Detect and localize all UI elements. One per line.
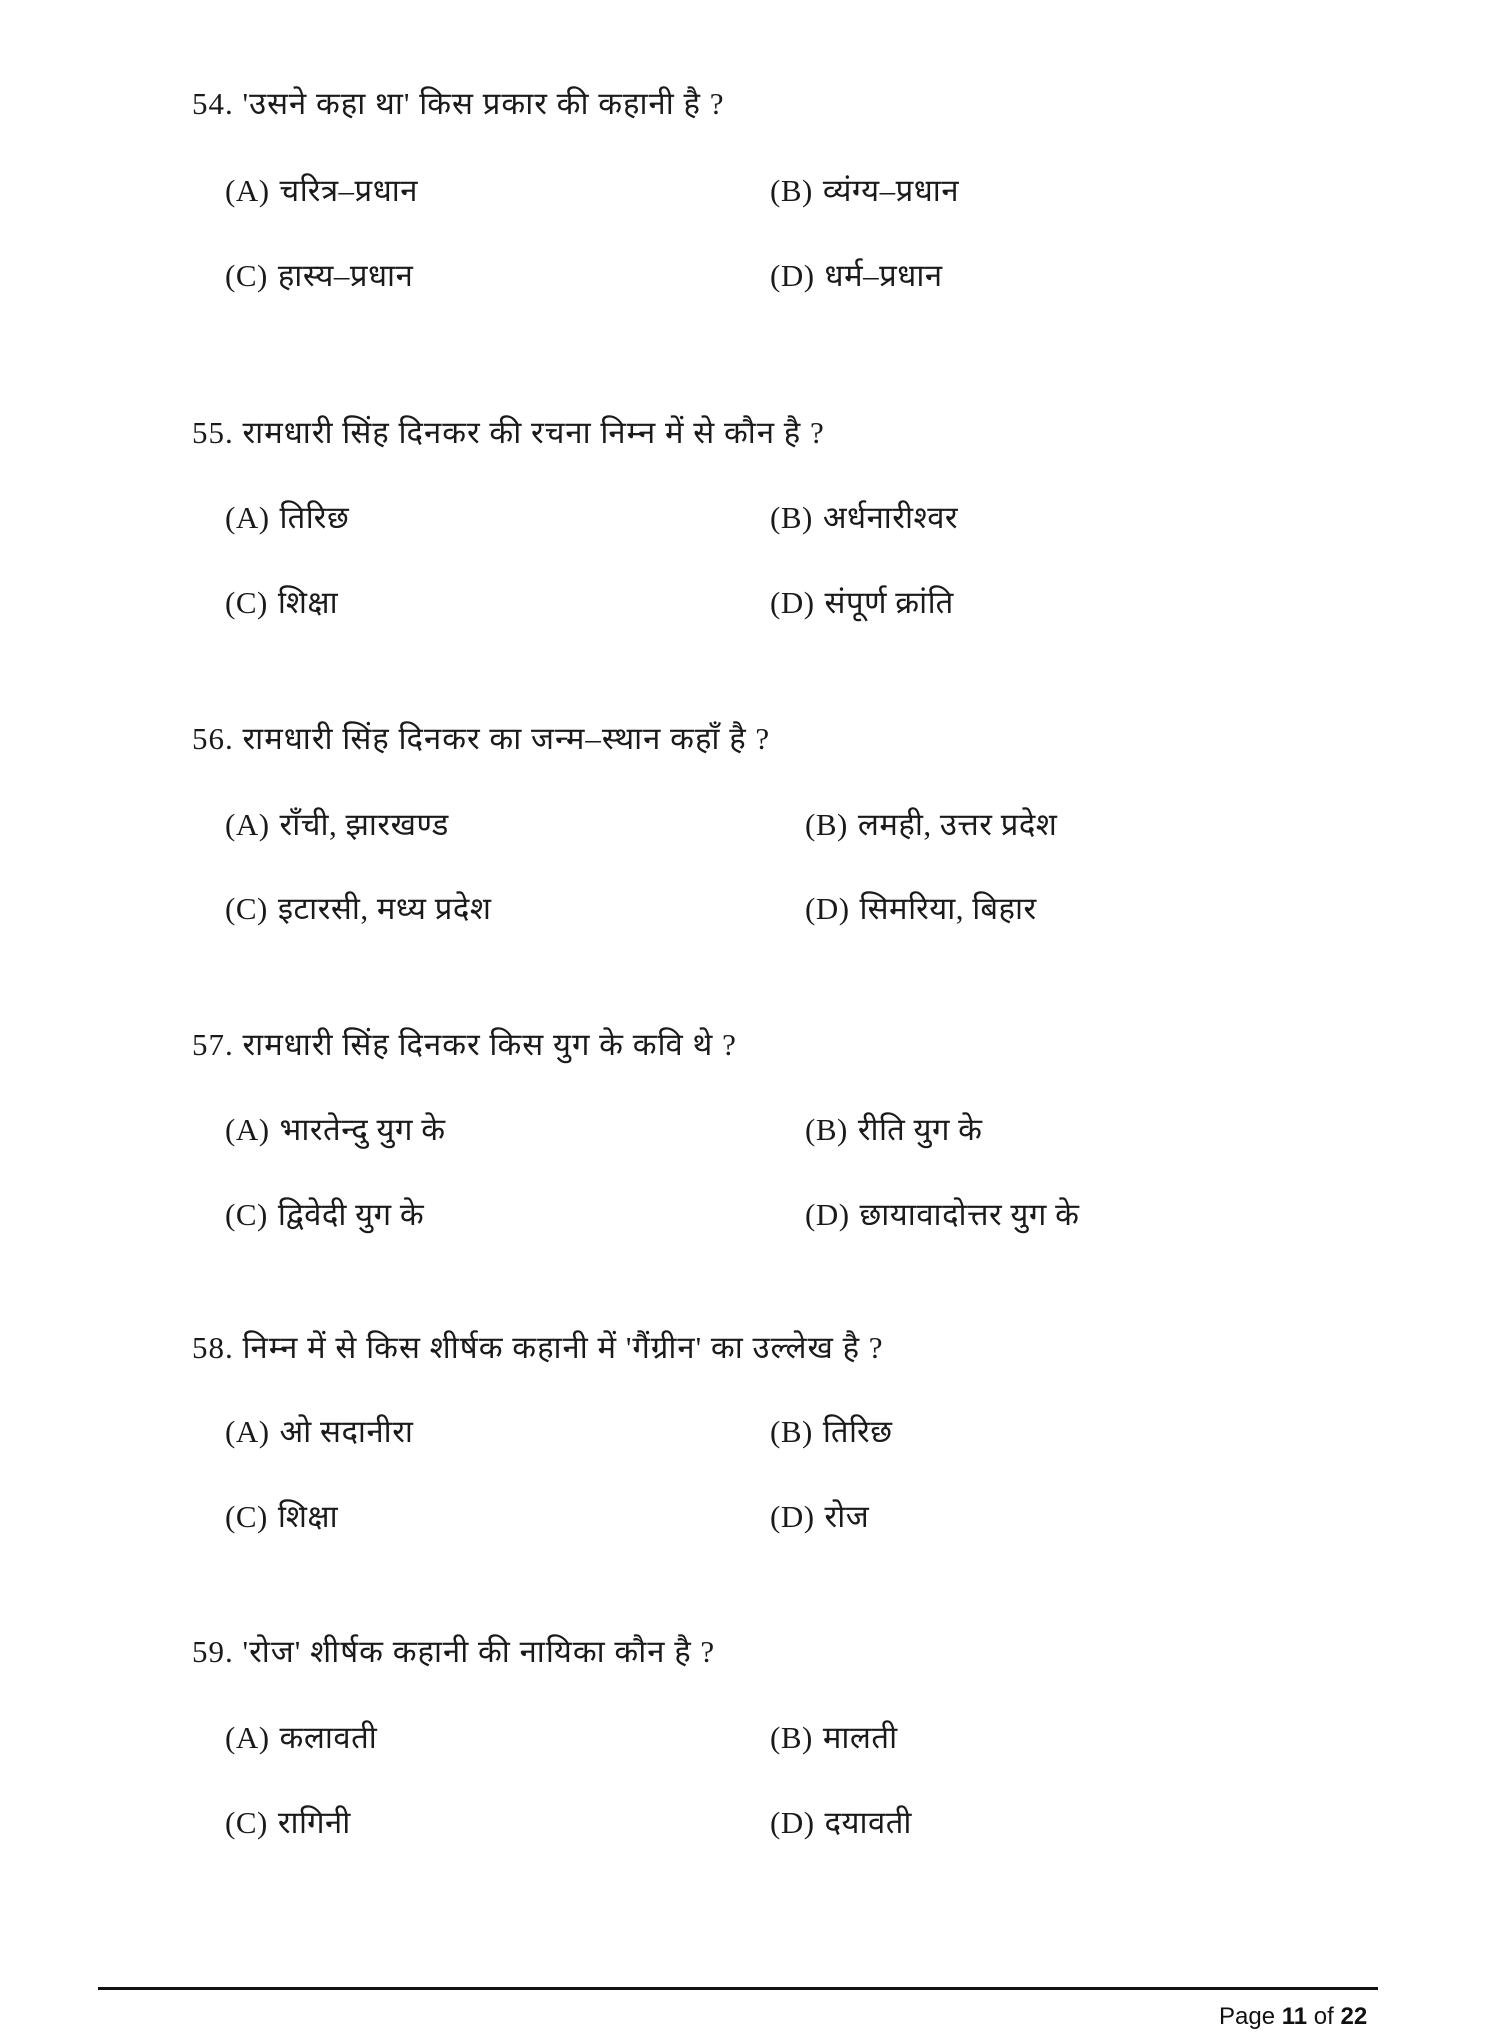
option-c xyxy=(225,583,338,623)
option-label: (C) xyxy=(225,258,268,293)
option-a xyxy=(225,805,449,845)
option-b xyxy=(770,171,959,211)
option-text: तिरिछ xyxy=(822,1414,893,1449)
option-text: रागिनी xyxy=(277,1805,351,1840)
option-text: चरित्र–प्रधान xyxy=(279,173,418,208)
option-label: (D) xyxy=(805,1197,850,1232)
question-number: 57. xyxy=(192,1027,234,1062)
question-body: निम्न में से किस शीर्षक कहानी में 'गैंग्रीन' का उल्लेख है ? xyxy=(242,1330,884,1365)
option-label: (B) xyxy=(770,173,813,208)
option-b xyxy=(805,805,1057,845)
option-c xyxy=(225,1497,338,1537)
question-number: 56. xyxy=(192,721,234,756)
option-text: छायावादोत्तर युग के xyxy=(859,1197,1080,1232)
question-text xyxy=(192,84,725,124)
option-label: (C) xyxy=(225,585,268,620)
page-number xyxy=(1219,2003,1367,2031)
question-text xyxy=(192,1025,737,1065)
option-label: (B) xyxy=(770,1720,813,1755)
option-label: (A) xyxy=(225,500,270,535)
question-body: रामधारी सिंह दिनकर की रचना निम्न में से कौन है ? xyxy=(242,415,825,450)
option-d xyxy=(770,256,943,296)
question-text xyxy=(192,719,770,759)
option-c xyxy=(225,256,413,296)
question-body: रामधारी सिंह दिनकर का जन्म–स्थान कहाँ है ? xyxy=(242,721,771,756)
option-label: (C) xyxy=(225,1499,268,1534)
option-c xyxy=(225,1803,351,1843)
question-body: रामधारी सिंह दिनकर किस युग के कवि थे ? xyxy=(242,1027,737,1062)
question-number: 58. xyxy=(192,1330,234,1365)
question-text xyxy=(192,413,825,453)
option-label: (D) xyxy=(770,1805,815,1840)
option-label: (B) xyxy=(770,1414,813,1449)
option-label: (C) xyxy=(225,1197,268,1232)
option-label: (A) xyxy=(225,173,270,208)
option-label: (C) xyxy=(225,1805,268,1840)
question-body: 'रोज' शीर्षक कहानी की नायिका कौन है ? xyxy=(242,1634,716,1669)
option-c xyxy=(225,1195,424,1235)
of-word: of xyxy=(1313,2003,1334,2030)
option-text: भारतेन्दु युग के xyxy=(279,1112,446,1147)
footer-divider xyxy=(98,1987,1378,1990)
option-a xyxy=(225,1718,377,1758)
option-label: (A) xyxy=(225,1414,270,1449)
option-b xyxy=(770,1412,892,1452)
option-label: (D) xyxy=(805,891,850,926)
question-text xyxy=(192,1328,884,1368)
option-a xyxy=(225,1110,446,1150)
option-label: (A) xyxy=(225,807,270,842)
option-a xyxy=(225,498,349,538)
option-b xyxy=(770,1718,898,1758)
option-text: व्यंग्य–प्रधान xyxy=(822,173,960,208)
option-text: संपूर्ण क्रांति xyxy=(824,585,954,620)
option-a xyxy=(225,1412,413,1452)
option-d xyxy=(770,1803,912,1843)
total-pages: 22 xyxy=(1340,2003,1368,2030)
option-label: (D) xyxy=(770,585,815,620)
option-text: रीति युग के xyxy=(857,1112,983,1147)
option-text: धर्म–प्रधान xyxy=(824,258,943,293)
question-number: 59. xyxy=(192,1634,234,1669)
option-text: लमही, उत्तर प्रदेश xyxy=(857,807,1058,842)
option-label: (B) xyxy=(805,1112,848,1147)
option-b xyxy=(770,498,958,538)
option-d xyxy=(770,583,954,623)
option-text: तिरिछ xyxy=(279,500,350,535)
question-body: 'उसने कहा था' किस प्रकार की कहानी है ? xyxy=(242,86,725,121)
option-text: अर्धनारीश्वर xyxy=(822,500,959,535)
question-number: 55. xyxy=(192,415,234,450)
option-a xyxy=(225,171,418,211)
option-text: मालती xyxy=(822,1720,898,1755)
option-label: (A) xyxy=(225,1112,270,1147)
option-text: दयावती xyxy=(824,1805,912,1840)
option-text: इटारसी, मध्य प्रदेश xyxy=(277,891,492,926)
option-label: (B) xyxy=(805,807,848,842)
option-c xyxy=(225,889,491,929)
option-b xyxy=(805,1110,982,1150)
current-page: 11 xyxy=(1281,2003,1308,2030)
question-number: 54. xyxy=(192,86,234,121)
option-label: (D) xyxy=(770,258,815,293)
option-text: ओ सदानीरा xyxy=(279,1414,414,1449)
question-text xyxy=(192,1632,715,1672)
option-d xyxy=(805,1195,1079,1235)
option-text: सिमरिया, बिहार xyxy=(859,891,1037,926)
option-text: शिक्षा xyxy=(277,585,339,620)
option-label: (A) xyxy=(225,1720,270,1755)
option-text: राँची, झारखण्ड xyxy=(279,807,449,842)
option-d xyxy=(770,1497,869,1537)
option-d xyxy=(805,889,1037,929)
option-text: कलावती xyxy=(279,1720,378,1755)
option-text: रोज xyxy=(824,1499,870,1534)
option-label: (C) xyxy=(225,891,268,926)
option-label: (B) xyxy=(770,500,813,535)
option-text: हास्य–प्रधान xyxy=(277,258,414,293)
option-text: शिक्षा xyxy=(277,1499,339,1534)
option-text: द्विवेदी युग के xyxy=(277,1197,425,1232)
page-word: Page xyxy=(1219,2003,1276,2030)
option-label: (D) xyxy=(770,1499,815,1534)
